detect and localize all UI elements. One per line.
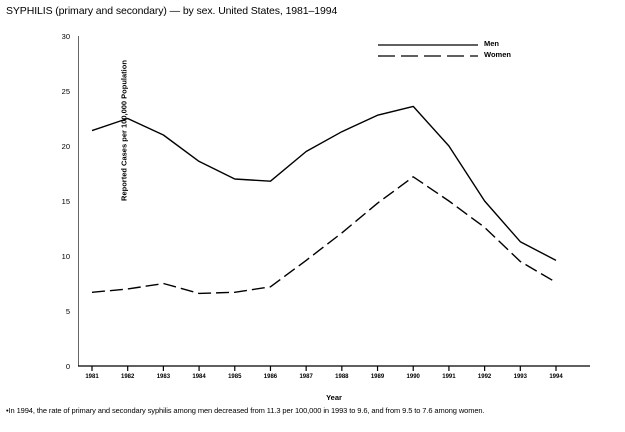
footnote: •In 1994, the rate of primary and secondary syphilis among men decreased from 11.3 per 100,000 in 1993 to 9.6, and from 9.5 to 7.6 among women. — [6, 406, 485, 415]
x-tick-label: 1991 — [442, 374, 456, 380]
series-line — [92, 106, 556, 260]
x-tick-label: 1981 — [85, 374, 99, 380]
chart-canvas — [78, 36, 590, 381]
y-axis-label: Reported Cases per 100,000 Population — [119, 60, 129, 201]
y-tick-label: 30 — [61, 32, 70, 41]
x-tick-label: 1992 — [477, 374, 492, 380]
legend-label-women: Women — [484, 50, 511, 59]
x-tick-label: 1990 — [406, 374, 420, 380]
x-tick-label: 1989 — [370, 374, 385, 380]
x-tick-label: 1983 — [156, 374, 171, 380]
x-tick-label: 1985 — [228, 374, 242, 380]
legend-swatch-solid — [378, 39, 478, 50]
y-tick-label: 15 — [61, 197, 70, 206]
legend-label-men: Men — [484, 39, 499, 48]
series-line — [92, 177, 556, 294]
plot-area — [61, 32, 590, 402]
x-tick-label: 1982 — [121, 374, 135, 380]
legend-swatch-dashed — [378, 50, 478, 61]
x-axis-ticks — [92, 366, 556, 371]
y-tick-label: 10 — [61, 252, 70, 261]
series-lines — [92, 106, 556, 293]
y-tick-label: 25 — [61, 87, 70, 96]
x-tick-label: 1984 — [192, 374, 206, 380]
legend-item-women — [378, 50, 558, 62]
x-tick-label: 1986 — [263, 374, 278, 380]
x-tick-label: 1994 — [549, 374, 563, 380]
x-tick-label: 1987 — [299, 374, 313, 380]
y-tick-label: 0 — [65, 362, 70, 371]
y-tick-label: 20 — [61, 142, 70, 151]
x-axis-label: Year — [326, 393, 342, 402]
x-tick-label: 1993 — [513, 374, 527, 380]
x-tick-label: 1988 — [335, 374, 349, 380]
page-title: SYPHILIS (primary and secondary) — by sex. United States, 1981–1994 — [6, 5, 338, 17]
y-tick-label: 5 — [65, 307, 70, 316]
chart-legend — [378, 37, 558, 63]
